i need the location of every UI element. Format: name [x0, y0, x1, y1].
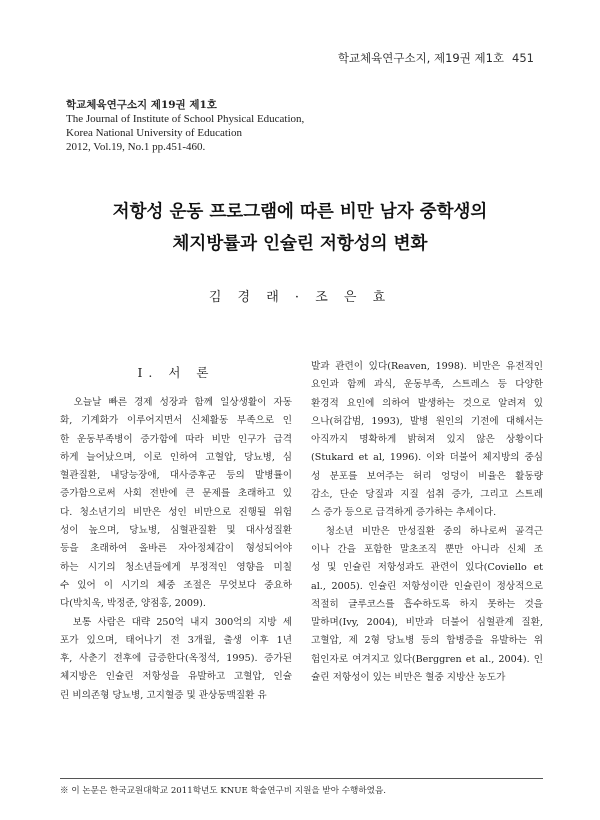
text-line: 이나 간을 포함한 말초조직 뿐만 아니라 신체 조 — [311, 543, 543, 555]
paper-title — [40, 196, 560, 260]
text-line: 하는 시기의 청소년들에게 부정적인 영향을 미칠 — [60, 561, 292, 573]
journal-english-name: The Journal of Institute of School Physical Education, — [66, 113, 305, 125]
text-line: 혈관질환, 내당능장애, 대사증후군 등의 발병률이 — [60, 470, 292, 482]
left-column-body — [60, 394, 292, 705]
running-head-journal: 학교체육연구소지, 제19권 제1호 — [337, 51, 505, 65]
right-column-body — [311, 358, 543, 687]
journal-volume-pages: 2012, Vol.19, No.1 pp.451-460. — [66, 141, 206, 153]
footnote: ※ 이 논문은 한국교원대학교 2011학년도 KNUE 학술연구비 지원을 받아 수행하였음. — [60, 786, 386, 796]
text-line: 성 분포를 보여주는 허리 엉덩이 비율은 활동량 — [311, 470, 543, 482]
text-line: 고혈압, 제 2형 당뇨병 등의 합병증을 유발하는 위 — [311, 635, 543, 647]
running-head — [338, 50, 534, 66]
text-line: 다. 청소년기의 비만은 성인 비만으로 진행될 위험 — [60, 506, 292, 518]
text-line: 포가 있으며, 태어나기 전 3개월, 출생 이후 1년 — [60, 634, 292, 646]
right-column — [311, 358, 543, 687]
text-line: 다(박치욱, 박정준, 양점홍, 2009). — [60, 598, 206, 610]
paper-title-line-1: 저항성 운동 프로그램에 따른 비만 남자 중학생의 — [112, 202, 488, 222]
text-line: 험인자로 여겨지고 있다(Berggren et al., 2004). 인 — [311, 653, 543, 665]
text-line: 스 증가 등으로 급격하게 증가하는 추세이다. — [311, 507, 497, 519]
page-number: 451 — [512, 51, 534, 65]
text-line: 체지방은 인슐린 저항성을 유발하고 고혈압, 인슐 — [60, 671, 292, 683]
text-line: 화, 기계화가 이루어지면서 신체활동 부족으로 인 — [60, 415, 292, 427]
text-line: 린 비의존형 당뇨병, 고지혈증 및 관상동맥질환 유 — [60, 689, 267, 701]
text-line: 등을 초래하여 올바른 자아정체감이 형성되어야 — [60, 543, 292, 555]
journal-institution: Korea National University of Education — [66, 127, 242, 139]
text-line: 보통 사람은 대략 250억 내지 300억의 지방 세 — [60, 616, 292, 628]
paper-title-line-2: 체지방률과 인슐린 저항성의 변화 — [172, 234, 428, 254]
text-line: 하게 늘어났으며, 이로 인하여 고혈압, 당뇨병, 심 — [60, 451, 292, 463]
text-line: 아직까지 명확하게 밝혀져 있지 않은 상황이다 — [311, 434, 543, 446]
text-line: 요인과 함께 과식, 운동부족, 스트레스 등 다양한 — [311, 379, 543, 391]
authors: 김 경 래 · 조 은 효 — [208, 290, 392, 305]
text-line: 발과 관련이 있다(Reaven, 1998). 비만은 유전적인 — [311, 361, 543, 372]
text-line: 수 있어 이 시기의 체중 조절은 무엇보다 중요하 — [60, 579, 292, 591]
journal-info — [66, 98, 304, 154]
text-line: al., 2005). 인슐린 저항성이란 인슐린이 정상적으로 — [311, 580, 543, 592]
text-line: 한 운동부족병이 증가함에 따라 비만 인구가 급격 — [60, 433, 292, 445]
footnote-divider — [60, 778, 543, 779]
text-line: 증가함으로써 사회 전반에 큰 문제를 초래하고 있 — [60, 488, 292, 500]
left-column — [60, 358, 292, 705]
text-line: 오늘날 빠른 경제 성장과 함께 일상생활이 자동 — [60, 397, 292, 408]
section-heading: Ⅰ. 서 론 — [137, 365, 215, 380]
text-line: 환경적 요인에 의하여 발생하는 것으로 알려져 있 — [311, 397, 543, 409]
text-line: 적절히 글루코스를 흡수하도록 하지 못하는 것을 — [311, 598, 543, 610]
text-line: 청소년 비만은 만성질환 중의 하나로써 골격근 — [311, 525, 543, 537]
text-line: (Stukard et al, 1996). 이와 더불어 체지방의 중심 — [311, 452, 543, 464]
text-line: 슐린 저항성이 있는 비만은 혈중 지방산 농도가 — [311, 672, 506, 684]
text-line: 성이 높으며, 당뇨병, 심혈관질환 및 대사성질환 — [60, 525, 292, 537]
text-line: 감소, 단순 당질과 지질 섭취 증가, 그리고 스트레 — [311, 489, 543, 501]
text-line: 말하며(Ivy, 2004), 비만과 더불어 심혈관계 질환, — [311, 617, 543, 629]
journal-korean-name: 학교체육연구소지 제19권 제1호 — [66, 99, 217, 111]
text-line: 성 및 인슐린 저항성과도 관련이 있다(Coviello et — [311, 562, 543, 574]
text-line: 후, 사춘기 전후에 급증한다(옥정석, 1995). 증가된 — [60, 653, 292, 665]
text-line: 으나(허갑범, 1993), 발병 원인의 기전에 대해서는 — [311, 415, 543, 427]
